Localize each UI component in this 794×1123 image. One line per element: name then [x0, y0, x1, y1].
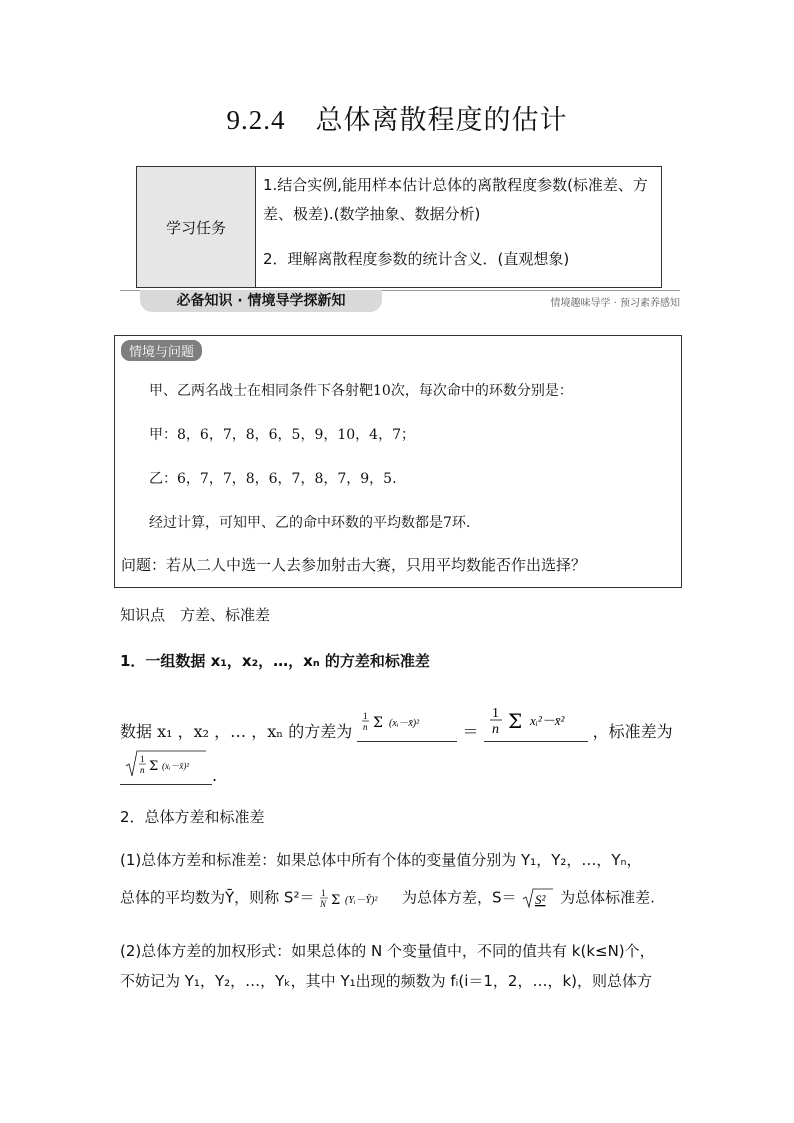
def-mid: ，标准差为: [592, 722, 673, 741]
heading-1: 1．一组数据 x₁，x₂，…，xₙ 的方差和标准差: [120, 652, 430, 670]
scenario-data-jia: 甲：8，6，7，8，6，5，9，10，4，7；: [149, 427, 415, 443]
population-variance-formula: [319, 886, 397, 910]
population-std-formula: [521, 887, 555, 909]
std-formula-blank: [120, 748, 212, 785]
svg-text:Σ: Σ: [507, 709, 522, 733]
svg-text:Σ: Σ: [149, 759, 159, 774]
p1b-mid: 为总体方差，S＝: [402, 888, 517, 907]
learning-task-table: [136, 166, 662, 288]
svg-text:Σ: Σ: [373, 715, 384, 731]
scenario-calc: 经过计算，可知甲、乙的命中环数的平均数都是7环.: [149, 515, 471, 531]
def-prefix: 数据 x₁ ，x₂ ，… ，xₙ 的方差为: [120, 722, 353, 741]
scenario-question: 问题：若从二人中选一人去参加射击大赛，只用平均数能否作出选择？: [121, 556, 587, 574]
scenario-intro: 甲、乙两名战士在相同条件下各射靶10次，每次命中的环数分别是：: [149, 383, 573, 399]
svg-text:n: n: [491, 722, 499, 737]
scenario-box: [114, 335, 682, 588]
svg-text:1: 1: [321, 888, 326, 898]
paragraph-2a: (2)总体方差的加权形式：如果总体的 N 个变量值中，不同的值共有 k(k≤N)个，: [120, 942, 655, 960]
svg-text:1: 1: [491, 706, 499, 721]
banner-subtitle: 情境趣味导学 · 预习素养感知: [550, 298, 680, 309]
section-title: 总体离散程度的估计: [315, 105, 568, 136]
scenario-tag: 情境与问题: [121, 340, 202, 361]
svg-text:1: 1: [363, 711, 368, 721]
p1b-prefix: 总体的平均数为Ȳ，则称 S²＝: [120, 888, 315, 907]
section-banner: 必备知识 · 情境导学探新知: [140, 290, 382, 312]
p1b-suffix: 为总体标准差.: [560, 888, 655, 907]
svg-text:S²: S²: [535, 892, 546, 907]
paragraph-2b: 不妨记为 Y₁，Y₂，…，Yₖ，其中 Y₁出现的频数为 fᵢ(i＝1，2，…，k)，则总体方: [120, 972, 652, 990]
task-item-1: 1.结合实例,能用样本估计总体的离散程度参数(标准差、方差、极差).(数学抽象、数据分析): [263, 176, 648, 223]
variance-formula-1: [361, 707, 453, 737]
variance-definition: 数据 x₁ ，x₂ ，… ，xₙ 的方差为 1 n Σ (xᵢ－x̄)² ＝ 1 n Σ xᵢ²－x̄² ，标准差为 1 n Σ (xᵢ－x̄)² .: [120, 703, 673, 785]
svg-text:1: 1: [140, 754, 145, 764]
paragraph-1a: (1)总体方差和标准差：如果总体中所有个体的变量值分别为 Y₁，Y₂，…，Yₙ，: [120, 851, 642, 869]
svg-text:n: n: [140, 765, 145, 775]
variance-formula-blank-2: [484, 703, 588, 742]
scenario-data-yi: 乙：6，7，7，8，6，7，8，7，9，5.: [149, 471, 397, 487]
svg-text:xᵢ²－x̄²: xᵢ²－x̄²: [529, 713, 564, 728]
svg-text:(xᵢ－x̄)²: (xᵢ－x̄)²: [162, 761, 190, 771]
svg-text:Σ: Σ: [331, 893, 341, 908]
svg-text:(Yᵢ－Ȳ)²: (Yᵢ－Ȳ)²: [345, 895, 378, 906]
variance-formula-blank: [357, 707, 457, 742]
svg-text:n: n: [363, 722, 368, 732]
variance-formula-2: [488, 703, 584, 737]
task-item-2: 2．理解离散程度参数的统计含义．(直观想象): [263, 250, 570, 268]
section-number: 9.2.4: [226, 105, 286, 135]
svg-text:(xᵢ－x̄)²: (xᵢ－x̄)²: [389, 718, 420, 729]
page-title: [0, 98, 794, 137]
svg-text:N: N: [320, 899, 327, 909]
task-label: 学习任务: [137, 167, 256, 287]
paragraph-1b: [120, 886, 655, 910]
std-formula: [124, 748, 208, 780]
knowledge-point-heading: 知识点 方差、标准差: [120, 606, 271, 624]
heading-2: 2．总体方差和标准差: [120, 808, 265, 826]
